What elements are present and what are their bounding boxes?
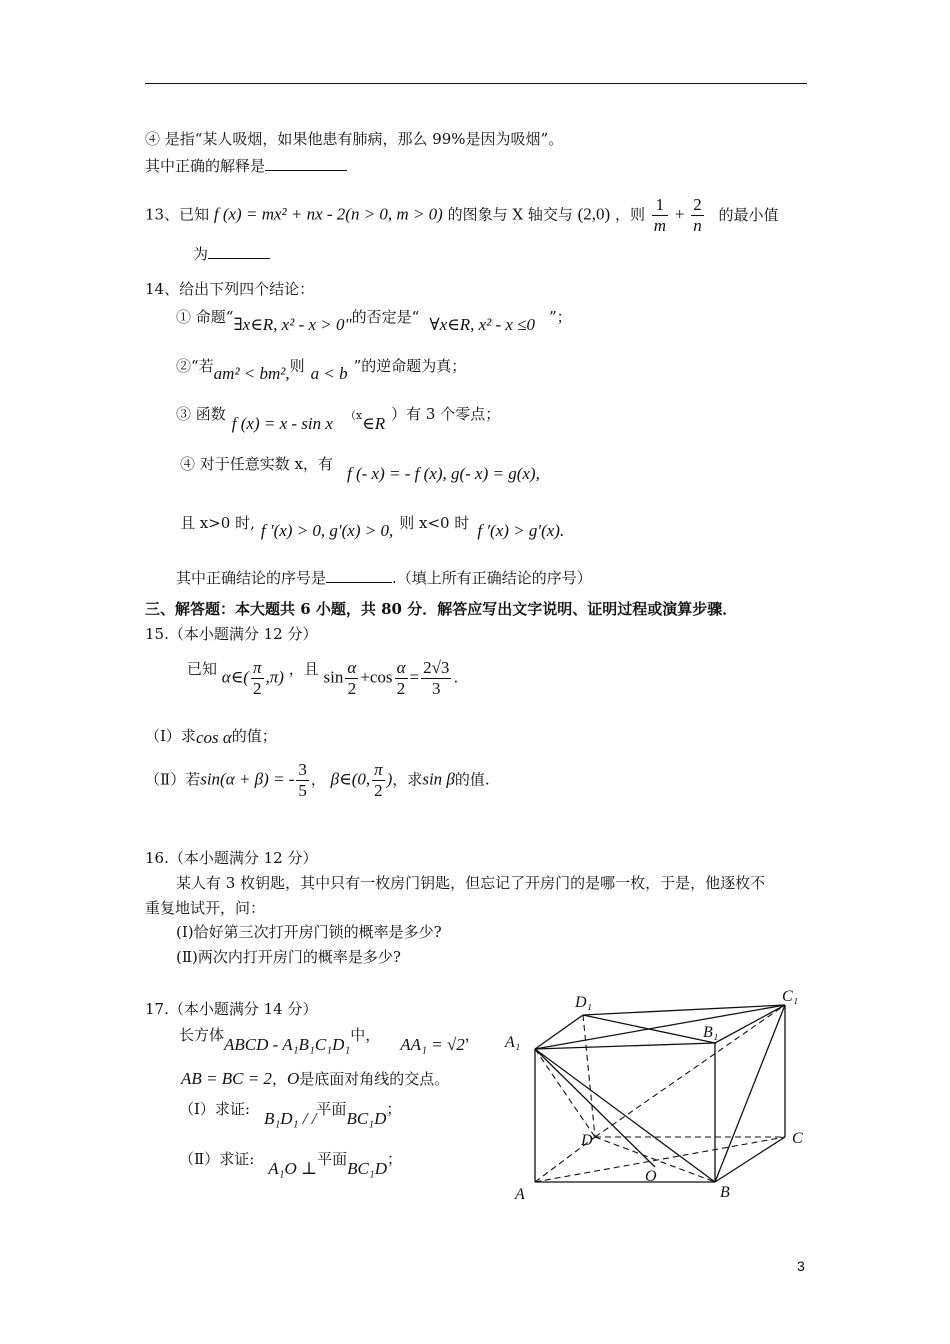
edge-B-C bbox=[715, 1137, 785, 1182]
p16-title: 16.（本小题满分 12 分） bbox=[145, 849, 318, 867]
p16-q2: (Ⅱ)两次内打开房门的概率是多少? bbox=[176, 948, 401, 966]
label-C: C bbox=[792, 1130, 803, 1147]
p15-given: 已知 α∈( $\frac{\pi}{2}$ ,π) ，且 sin $\frac{\alpha}{2}$ +cos $\frac{\alpha}{2}$ = $\frac{2√3}{3}$ . bbox=[187, 658, 459, 698]
label-B: B bbox=[720, 1184, 730, 1201]
section-3-heading: 三、解答题：本大题共 6 小题，共 80 分．解答应写出文字说明、证明过程或演算步骤． bbox=[145, 600, 738, 618]
p14-item4-cont: 且 x>0 时, f ′(x) > 0, g′(x) > 0, 则 x<0 时 f ′(x) > g′(x). bbox=[180, 514, 565, 540]
p17-line2: AB = BC = 2，O是底面对角线的交点。 bbox=[181, 1069, 450, 1088]
answer-blank bbox=[208, 244, 270, 259]
p14-item1: ① 命题“∃x∈R, x² - x > 0"的否定是“ ∀x∈R, x² - x ≤0 ”； bbox=[176, 308, 572, 334]
label-A1: A₁ bbox=[505, 1034, 521, 1051]
label-A: A bbox=[515, 1186, 525, 1203]
p13-expr: f (x) = mx² + nx - 2(n > 0, m > 0) bbox=[213, 204, 443, 224]
p17-title: 17.（本小题满分 14 分） bbox=[145, 1000, 318, 1018]
p13-line2: 为 bbox=[193, 243, 270, 264]
p15-q1: （Ⅰ）求cos α的值； bbox=[145, 727, 277, 747]
p12-item4: ④ 是指“某人吸烟，如果他患有肺病，那么 99%是因为吸烟”。 bbox=[145, 130, 564, 148]
p16-text-1: 某人有 3 枚钥匙，其中只有一枚房门钥匙，但忘记了开房门的是哪一枚，于是，他逐枚不 bbox=[176, 874, 766, 892]
label-O: O bbox=[645, 1168, 657, 1185]
edge-B-C1 bbox=[715, 1005, 785, 1182]
p17-q2: （Ⅱ）求证: A₁O ⊥平面BC₁D； bbox=[179, 1150, 403, 1178]
cuboid-figure bbox=[495, 985, 825, 1215]
p14-item4: ④ 对于任意实数 x，有 f (- x) = - f (x), g(- x) = g(x), bbox=[180, 455, 540, 483]
label-B1: B₁ bbox=[703, 1024, 719, 1041]
label-D1: D₁ bbox=[575, 994, 593, 1011]
label-D: D bbox=[581, 1132, 593, 1149]
hidden-A-C bbox=[535, 1137, 785, 1182]
p17-line1: 长方体ABCD - A₁B₁C₁D₁中， AA₁ = √2， bbox=[179, 1026, 480, 1054]
p14-title: 14、给出下列四个结论： bbox=[145, 280, 315, 298]
answer-blank bbox=[326, 568, 392, 583]
p15-title: 15.（本小题满分 12 分） bbox=[145, 625, 318, 643]
p14-item2: ②“若am² < bm²,则 a < b ”的逆命题为真； bbox=[176, 357, 467, 383]
p15-q2: （Ⅱ）若sin(α + β) = - $\frac{3}{5}$ ， β∈(0, $\frac{\pi}{2}$ )，求sin β的值. bbox=[145, 760, 490, 800]
p14-item3: ③ 函数 f (x) = x - sin x （x∈R ）有 3 个零点； bbox=[176, 405, 501, 433]
page-number: 3 bbox=[797, 1258, 805, 1274]
label-C1: C₁ bbox=[782, 988, 799, 1005]
p13-line: 13、已知 f (x) = mx² + nx - 2(n > 0, m > 0) 的图象与 X 轴交与 (2,0) ，则 $\frac{1}{m}$ + $\frac{2}{n}$ 的最小值 bbox=[145, 195, 779, 235]
p16-q1: (Ⅰ)恰好第三次打开房门锁的概率是多少? bbox=[176, 923, 442, 941]
p12-answer: 其中正确的解释是 bbox=[145, 155, 347, 176]
edge-A1-D1 bbox=[535, 1015, 583, 1049]
header-rule bbox=[145, 83, 807, 84]
answer-blank bbox=[265, 156, 347, 171]
hidden-D-C1 bbox=[595, 1005, 785, 1137]
p16-text-2: 重复地试开，问： bbox=[145, 899, 266, 917]
p17-q1: （Ⅰ）求证: B₁D₁ / /平面BC₁D； bbox=[179, 1100, 402, 1128]
p14-answer: 其中正确结论的序号是 .（填上所有正确结论的序号） bbox=[176, 569, 592, 587]
hidden-A1-D bbox=[535, 1049, 595, 1137]
diag-D1-B1 bbox=[583, 1015, 715, 1043]
hidden-D1-D bbox=[583, 1015, 595, 1137]
